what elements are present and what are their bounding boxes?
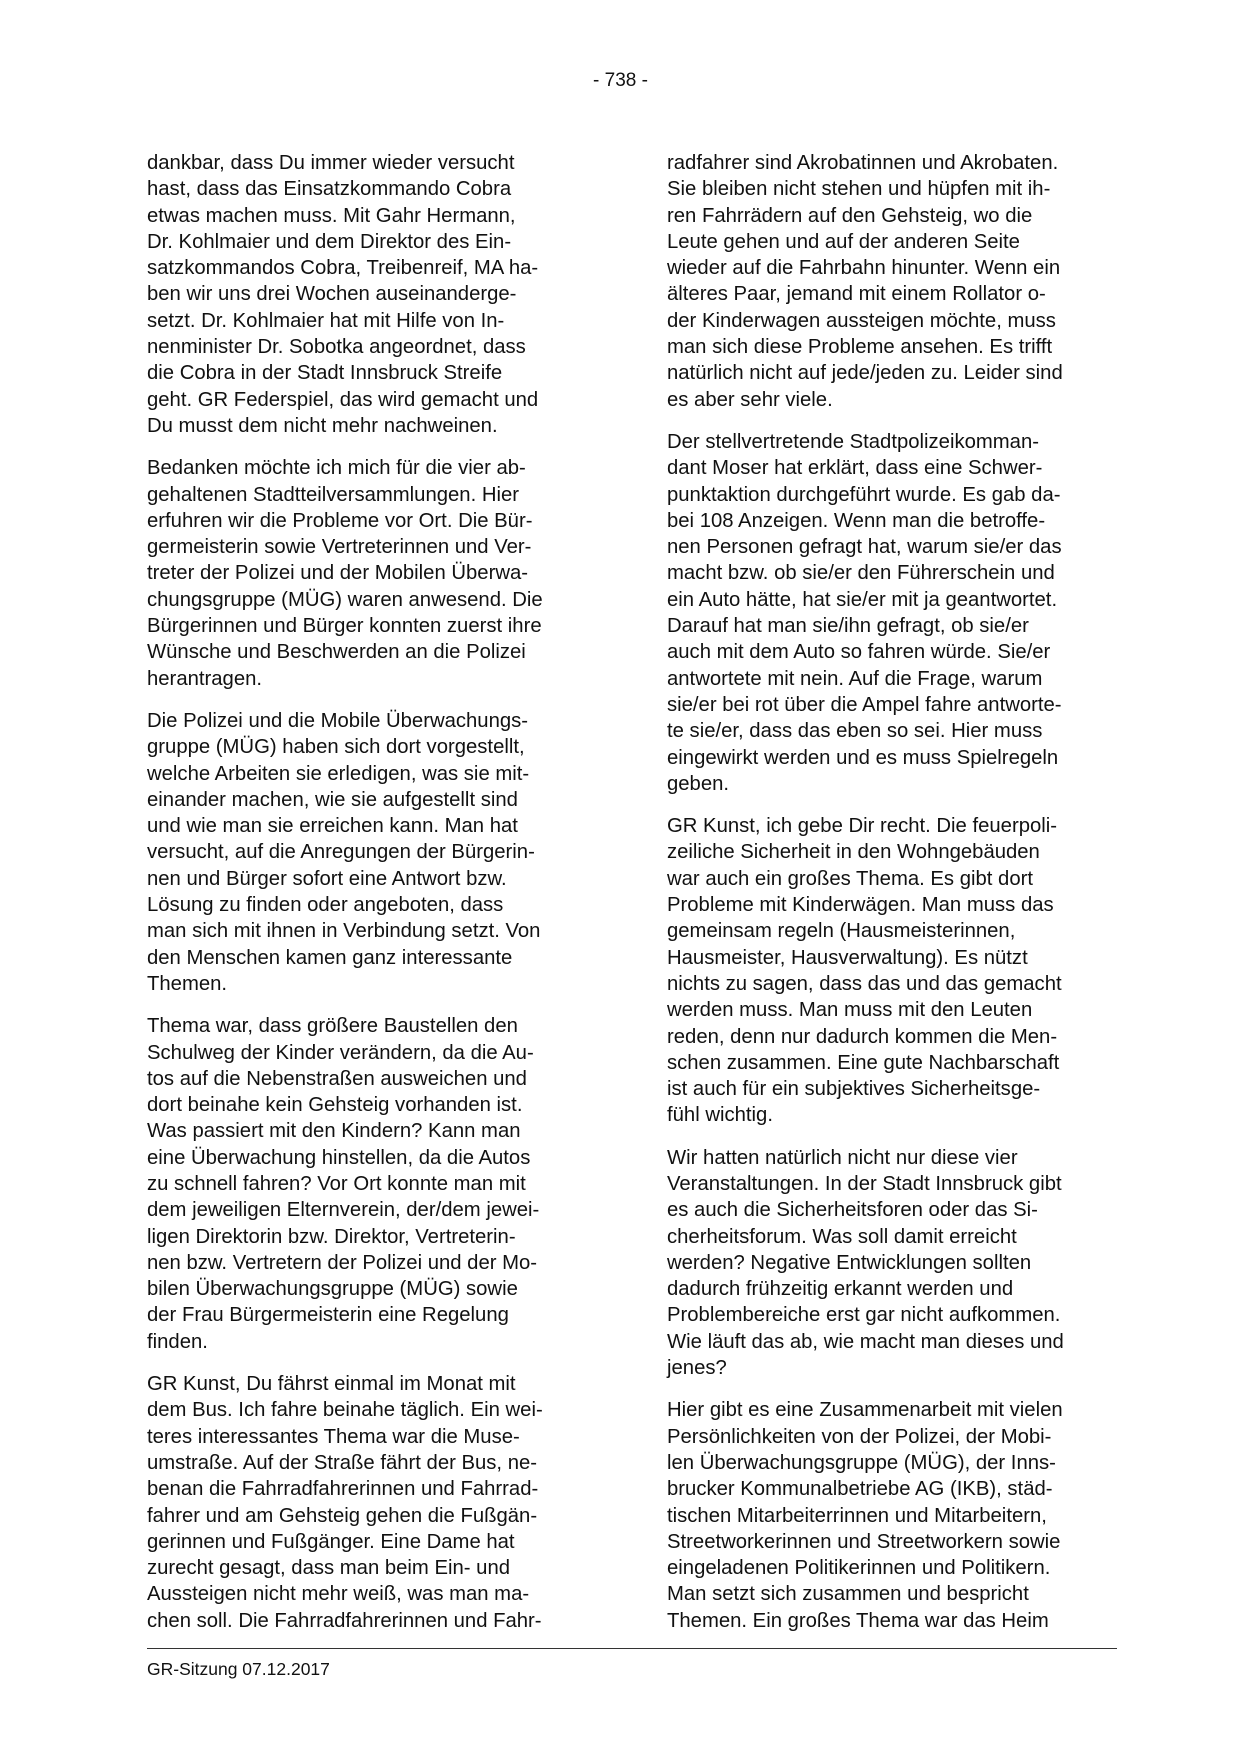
text-line: Wünsche und Beschwerden an die Polizei — [147, 641, 526, 664]
text-line: fahrer und am Gehsteig gehen die Fußgän- — [147, 1504, 538, 1527]
text-line: umstraße. Auf der Straße fährt der Bus, ne- — [147, 1451, 538, 1474]
text-line: bei 108 Anzeigen. Wenn man die betroffe- — [667, 509, 1046, 532]
footer-divider — [147, 1648, 1117, 1649]
text-line: antwortete mit nein. Auf die Frage, warum — [667, 667, 1043, 690]
text-line: dadurch frühzeitig erkannt werden und — [667, 1278, 1014, 1301]
text-line: sie/er bei rot über die Ampel fahre antworte- — [667, 693, 1062, 716]
text-line: man sich mit ihnen in Verbindung setzt. Von — [147, 920, 541, 943]
text-line: und wie man sie erreichen kann. Man hat — [147, 815, 518, 838]
text-line: macht bzw. ob sie/er den Führerschein und — [667, 562, 1055, 585]
text-line: gruppe (MÜG) haben sich dort vorgestellt, — [147, 736, 525, 759]
text-line: ist auch für ein subjektives Sicherheitsge- — [667, 1078, 1041, 1101]
text-line: hast, dass das Einsatzkommando Cobra — [147, 178, 512, 201]
text-line: fühl wichtig. — [667, 1104, 773, 1127]
paragraph — [147, 1371, 597, 1634]
paragraph — [667, 150, 1117, 413]
text-line: erfuhren wir die Probleme vor Ort. Die Bür- — [147, 509, 533, 532]
text-line: dem Bus. Ich fahre beinahe täglich. Ein wei- — [147, 1399, 543, 1422]
text-line: setzt. Dr. Kohlmaier hat mit Hilfe von In- — [147, 309, 505, 332]
text-line: len Überwachungsgruppe (MÜG), der Inns- — [667, 1451, 1056, 1474]
paragraph — [667, 429, 1117, 797]
text-line: Streetworkerinnen und Streetworkern sowie — [667, 1530, 1061, 1553]
paragraph — [147, 1013, 597, 1355]
text-line: wieder auf die Fahrbahn hinunter. Wenn ein — [667, 257, 1061, 280]
text-line: Hier gibt es eine Zusammenarbeit mit vielen — [667, 1399, 1063, 1422]
text-line: GR Kunst, Du fährst einmal im Monat mit — [147, 1373, 516, 1396]
text-line: te sie/er, dass das eben so sei. Hier muss — [667, 720, 1043, 743]
text-line: radfahrer sind Akrobatinnen und Akrobaten. — [667, 152, 1059, 174]
text-line: gemeinsam regeln (Hausmeisterinnen, — [667, 920, 1016, 943]
paragraph — [667, 1145, 1117, 1382]
text-line: treter der Polizei und der Mobilen Überwa- — [147, 562, 529, 585]
text-line: gerinnen und Fußgänger. Eine Dame hat — [147, 1530, 515, 1553]
text-line: Die Polizei und die Mobile Überwachungs- — [147, 709, 529, 732]
text-line: Hausmeister, Hausverwaltung). Es nützt — [667, 946, 1028, 969]
text-line: Problembereiche erst gar nicht aufkommen. — [667, 1304, 1061, 1327]
text-line: dem jeweiligen Elternverein, der/dem jewei- — [147, 1199, 540, 1222]
text-line: tos auf die Nebenstraßen ausweichen und — [147, 1067, 527, 1090]
text-line: etwas machen muss. Mit Gahr Hermann, — [147, 204, 516, 227]
page-number: - 738 - — [593, 70, 648, 91]
text-line: GR Kunst, ich gebe Dir recht. Die feuerpoli- — [667, 815, 1058, 838]
text-line: Man setzt sich zusammen und bespricht — [667, 1583, 1029, 1606]
text-line: der Kinderwagen aussteigen möchte, muss — [667, 309, 1056, 332]
text-line: cherheitsforum. Was soll damit erreicht — [667, 1225, 1017, 1248]
text-line: brucker Kommunalbetriebe AG (IKB), städ- — [667, 1478, 1053, 1501]
text-line: nichts zu sagen, dass das und das gemacht — [667, 972, 1062, 995]
text-line: Probleme mit Kinderwägen. Man muss das — [667, 894, 1054, 917]
text-line: eine Überwachung hinstellen, da die Autos — [147, 1146, 531, 1169]
text-line: werden muss. Man muss mit den Leuten — [667, 999, 1033, 1022]
text-line: Wie läuft das ab, wie macht man dieses und — [667, 1330, 1064, 1353]
text-line: Schulweg der Kinder verändern, da die Au- — [147, 1041, 534, 1064]
text-line: Lösung zu finden oder angeboten, dass — [147, 894, 504, 917]
text-line: Bedanken möchte ich mich für die vier ab- — [147, 457, 526, 480]
text-line: Dr. Kohlmaier und dem Direktor des Ein- — [147, 230, 512, 253]
text-line: herantragen. — [147, 667, 263, 690]
text-line: ein Auto hätte, hat sie/er mit ja geantwortet. — [667, 588, 1058, 611]
text-line: älteres Paar, jemand mit einem Rollator o- — [667, 283, 1046, 306]
text-line: welche Arbeiten sie erledigen, was sie mit- — [147, 762, 530, 785]
text-line: es auch die Sicherheitsforen oder das Si- — [667, 1199, 1038, 1222]
text-line: Aussteigen nicht mehr weiß, was man ma- — [147, 1583, 530, 1606]
text-line: eingeladenen Politikerinnen und Politikern. — [667, 1557, 1051, 1580]
text-line: geben. — [667, 772, 730, 795]
paragraph — [667, 1397, 1117, 1634]
text-line: Du musst dem nicht mehr nachweinen. — [147, 414, 498, 437]
text-line: Bürgerinnen und Bürger konnten zuerst ihre — [147, 615, 542, 638]
paragraph — [667, 813, 1117, 1129]
text-line: dankbar, dass Du immer wieder versucht — [147, 152, 515, 174]
text-line: nen und Bürger sofort eine Antwort bzw. — [147, 867, 507, 890]
text-line: Themen. — [147, 972, 228, 995]
right-column — [667, 150, 1117, 1650]
text-line: teres interessantes Thema war die Muse- — [147, 1425, 520, 1448]
text-line: werden? Negative Entwicklungen sollten — [667, 1251, 1032, 1274]
text-line: nen bzw. Vertretern der Polizei und der Mo- — [147, 1251, 538, 1274]
text-line: Sie bleiben nicht stehen und hüpfen mit ih- — [667, 178, 1051, 201]
text-line: es aber sehr viele. — [667, 388, 833, 411]
text-line: zurecht gesagt, dass man beim Ein- und — [147, 1557, 511, 1580]
text-line: germeisterin sowie Vertreterinnen und Ver- — [147, 536, 532, 559]
text-line: Veranstaltungen. In der Stadt Innsbruck gibt — [667, 1172, 1062, 1195]
text-line: gehaltenen Stadtteilversammlungen. Hier — [147, 483, 520, 506]
text-line: satzkommandos Cobra, Treibenreif, MA ha- — [147, 257, 539, 280]
left-column — [147, 150, 597, 1650]
text-line: Leute gehen und auf der anderen Seite — [667, 230, 1020, 253]
text-line: nenminister Dr. Sobotka angeordnet, dass — [147, 336, 526, 359]
text-line: Darauf hat man sie/ihn gefragt, ob sie/er — [667, 615, 1029, 638]
text-line: jenes? — [667, 1357, 727, 1380]
text-line: Wir hatten natürlich nicht nur diese vier — [667, 1146, 1018, 1169]
text-line: reden, denn nur dadurch kommen die Men- — [667, 1025, 1058, 1048]
text-line: tischen Mitarbeiterrinnen und Mitarbeitern, — [667, 1504, 1047, 1527]
text-line: zu schnell fahren? Vor Ort konnte man mit — [147, 1172, 526, 1195]
text-line: chungsgruppe (MÜG) waren anwesend. Die — [147, 588, 543, 611]
text-line: eingewirkt werden und es muss Spielregeln — [667, 746, 1059, 769]
text-line: ren Fahrrädern auf den Gehsteig, wo die — [667, 204, 1033, 227]
text-line: zeiliche Sicherheit in den Wohngebäuden — [667, 841, 1040, 864]
text-line: der Frau Bürgermeisterin eine Regelung — [147, 1304, 509, 1327]
paragraph — [147, 150, 597, 439]
text-line: Themen. Ein großes Thema war das Heim — [667, 1609, 1049, 1632]
text-line: punktaktion durchgeführt wurde. Es gab da- — [667, 483, 1061, 506]
text-line: nen Personen gefragt hat, warum sie/er das — [667, 536, 1062, 559]
text-line: einander machen, wie sie aufgestellt sind — [147, 788, 518, 811]
text-line: benan die Fahrradfahrerinnen und Fahrrad- — [147, 1478, 539, 1501]
text-line: versucht, auf die Anregungen der Bürgerin- — [147, 841, 535, 864]
text-line: die Cobra in der Stadt Innsbruck Streife — [147, 362, 503, 385]
text-line: schen zusammen. Eine gute Nachbarschaft — [667, 1051, 1060, 1074]
text-line: auch mit dem Auto so fahren würde. Sie/er — [667, 641, 1051, 664]
text-line: Der stellvertretende Stadtpolizeikomman- — [667, 430, 1039, 453]
text-line: Thema war, dass größere Baustellen den — [147, 1015, 518, 1038]
text-line: ben wir uns drei Wochen auseinanderge- — [147, 283, 517, 306]
paragraph — [147, 708, 597, 997]
paragraph — [147, 455, 597, 692]
text-line: finden. — [147, 1330, 208, 1353]
text-line: chen soll. Die Fahrradfahrerinnen und Fahr- — [147, 1609, 542, 1632]
text-line: natürlich nicht auf jede/jeden zu. Leider sind — [667, 362, 1063, 385]
text-line: dant Moser hat erklärt, dass eine Schwer- — [667, 457, 1043, 480]
footer-session-date: GR-Sitzung 07.12.2017 — [147, 1659, 330, 1679]
text-line: geht. GR Federspiel, das wird gemacht und — [147, 388, 539, 411]
text-line: war auch ein großes Thema. Es gibt dort — [667, 867, 1033, 890]
text-line: ligen Direktorin bzw. Direktor, Vertreterin- — [147, 1225, 516, 1248]
text-line: Was passiert mit den Kindern? Kann man — [147, 1120, 521, 1143]
text-line: bilen Überwachungsgruppe (MÜG) sowie — [147, 1278, 518, 1301]
text-line: dort beinahe kein Gehsteig vorhanden ist. — [147, 1094, 523, 1117]
text-line: man sich diese Probleme ansehen. Es trifft — [667, 336, 1053, 359]
text-line: Persönlichkeiten von der Polizei, der Mobi- — [667, 1425, 1052, 1448]
text-line: den Menschen kamen ganz interessante — [147, 946, 513, 969]
